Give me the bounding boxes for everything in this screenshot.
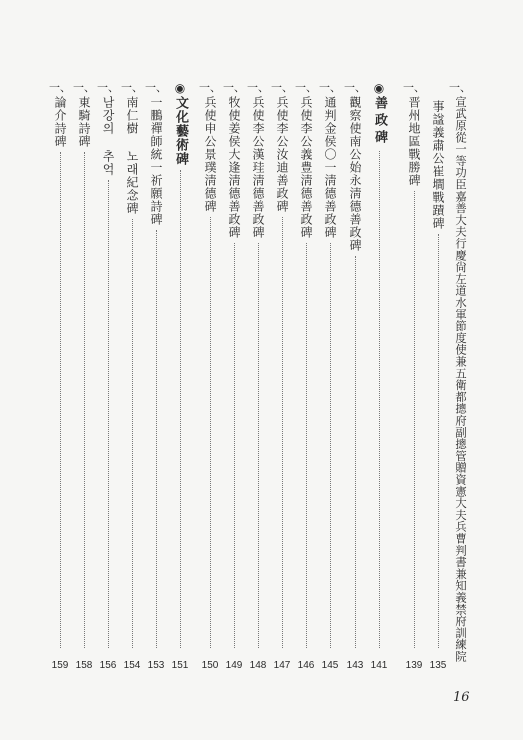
page-number: 139 (405, 660, 423, 671)
entry-marker: 一、 (247, 81, 269, 94)
section-bullet-icon: ◉ (174, 81, 186, 95)
entry-marker: 一、 (199, 81, 221, 94)
page-number: 151 (171, 660, 189, 671)
section-bullet-icon: ◉ (373, 81, 385, 95)
entry-title: 南仁樹 노래紀念碑 (125, 96, 139, 215)
page-number: 150 (201, 660, 219, 671)
page-number: 153 (147, 660, 165, 671)
toc-entry (272, 82, 292, 672)
page-number: 149 (225, 660, 243, 671)
entry-marker: 一、 (223, 81, 245, 94)
page-number: 159 (51, 660, 69, 671)
page-number: 145 (321, 660, 339, 671)
entry-title: 남강의 추억 (101, 96, 115, 176)
entry-title: 晋州地區戰勝碑 (407, 96, 421, 187)
entry-title: 論介詩碑 (53, 96, 67, 148)
toc-entry (224, 82, 244, 672)
dot-leader (355, 256, 356, 648)
entry-marker: 一、 (49, 81, 71, 94)
dot-leader (306, 243, 307, 648)
dot-leader (210, 217, 211, 648)
dot-leader (330, 243, 331, 648)
section-title: 善政碑 (372, 96, 387, 147)
entry-marker: 一、 (403, 81, 425, 94)
page-number: 158 (75, 660, 93, 671)
entry-marker: 一、 (344, 81, 366, 94)
toc-entry-continuation (428, 100, 448, 672)
page-number: 135 (429, 660, 447, 671)
dot-leader (156, 230, 157, 648)
toc-entry (74, 82, 94, 672)
page-number: 141 (370, 660, 388, 671)
entry-title: 兵使李公汝迪善政碑 (275, 96, 289, 213)
dot-leader (282, 217, 283, 648)
toc-entry (320, 82, 340, 672)
entry-marker: 一、 (121, 81, 143, 94)
toc-entry (450, 82, 470, 672)
toc-entry (404, 82, 424, 672)
entry-title: 牧使姜侯大逢淸德善政碑 (227, 96, 241, 239)
toc-entry (98, 82, 118, 672)
dot-leader (84, 152, 85, 648)
dot-leader (414, 191, 415, 648)
page-number: 147 (273, 660, 291, 671)
page-number: 143 (346, 660, 364, 671)
toc-entry (296, 82, 316, 672)
dot-leader (180, 170, 181, 648)
page-number: 156 (99, 660, 117, 671)
page-number: 146 (297, 660, 315, 671)
dot-leader (379, 151, 380, 648)
dot-leader (60, 152, 61, 648)
entry-title: 兵使李公義豊淸德善政碑 (299, 96, 313, 239)
toc-entry (122, 82, 142, 672)
dot-leader (132, 219, 133, 648)
dot-leader (108, 180, 109, 648)
entry-marker: 一、 (271, 81, 293, 94)
entry-title: 宣武原從一等功臣嘉善大夫行慶尙左道水軍節度使兼五衛都摠府副摠管贈資憲大夫兵曹判書兼知義禁府訓練院 (454, 96, 467, 663)
section-heading (170, 82, 190, 672)
entry-marker: 一、 (73, 81, 95, 94)
entry-title: 事諡義肅公崔墹戰蹟碑 (431, 100, 445, 230)
page-number: 154 (123, 660, 141, 671)
entry-title: 東騎詩碑 (77, 96, 91, 148)
dot-leader (258, 243, 259, 648)
toc-entry (50, 82, 70, 672)
entry-marker: 一、 (449, 81, 471, 94)
section-heading (369, 82, 389, 672)
entry-marker: 一、 (319, 81, 341, 94)
toc-entry (146, 82, 166, 672)
entry-title: 通判金侯〇一淸德善政碑 (323, 96, 337, 239)
dot-leader (234, 243, 235, 648)
entry-title: 觀察使南公始永淸德善政碑 (348, 96, 362, 252)
page-folio: 16 (453, 690, 470, 705)
entry-marker: 一、 (145, 81, 167, 94)
page-number: 148 (249, 660, 267, 671)
toc-entry (248, 82, 268, 672)
dot-leader (438, 234, 439, 648)
toc-entry (200, 82, 220, 672)
entry-title: 兵使李公漢珪淸德善政碑 (251, 96, 265, 239)
entry-marker: 一、 (97, 81, 119, 94)
entry-marker: 一、 (295, 81, 317, 94)
section-title: 文化藝術碑 (173, 96, 188, 166)
entry-title: 一鵬禪師統一祈願詩碑 (149, 96, 163, 226)
entry-title: 兵使申公景璞淸德碑 (203, 96, 217, 213)
toc-entry (345, 82, 365, 672)
